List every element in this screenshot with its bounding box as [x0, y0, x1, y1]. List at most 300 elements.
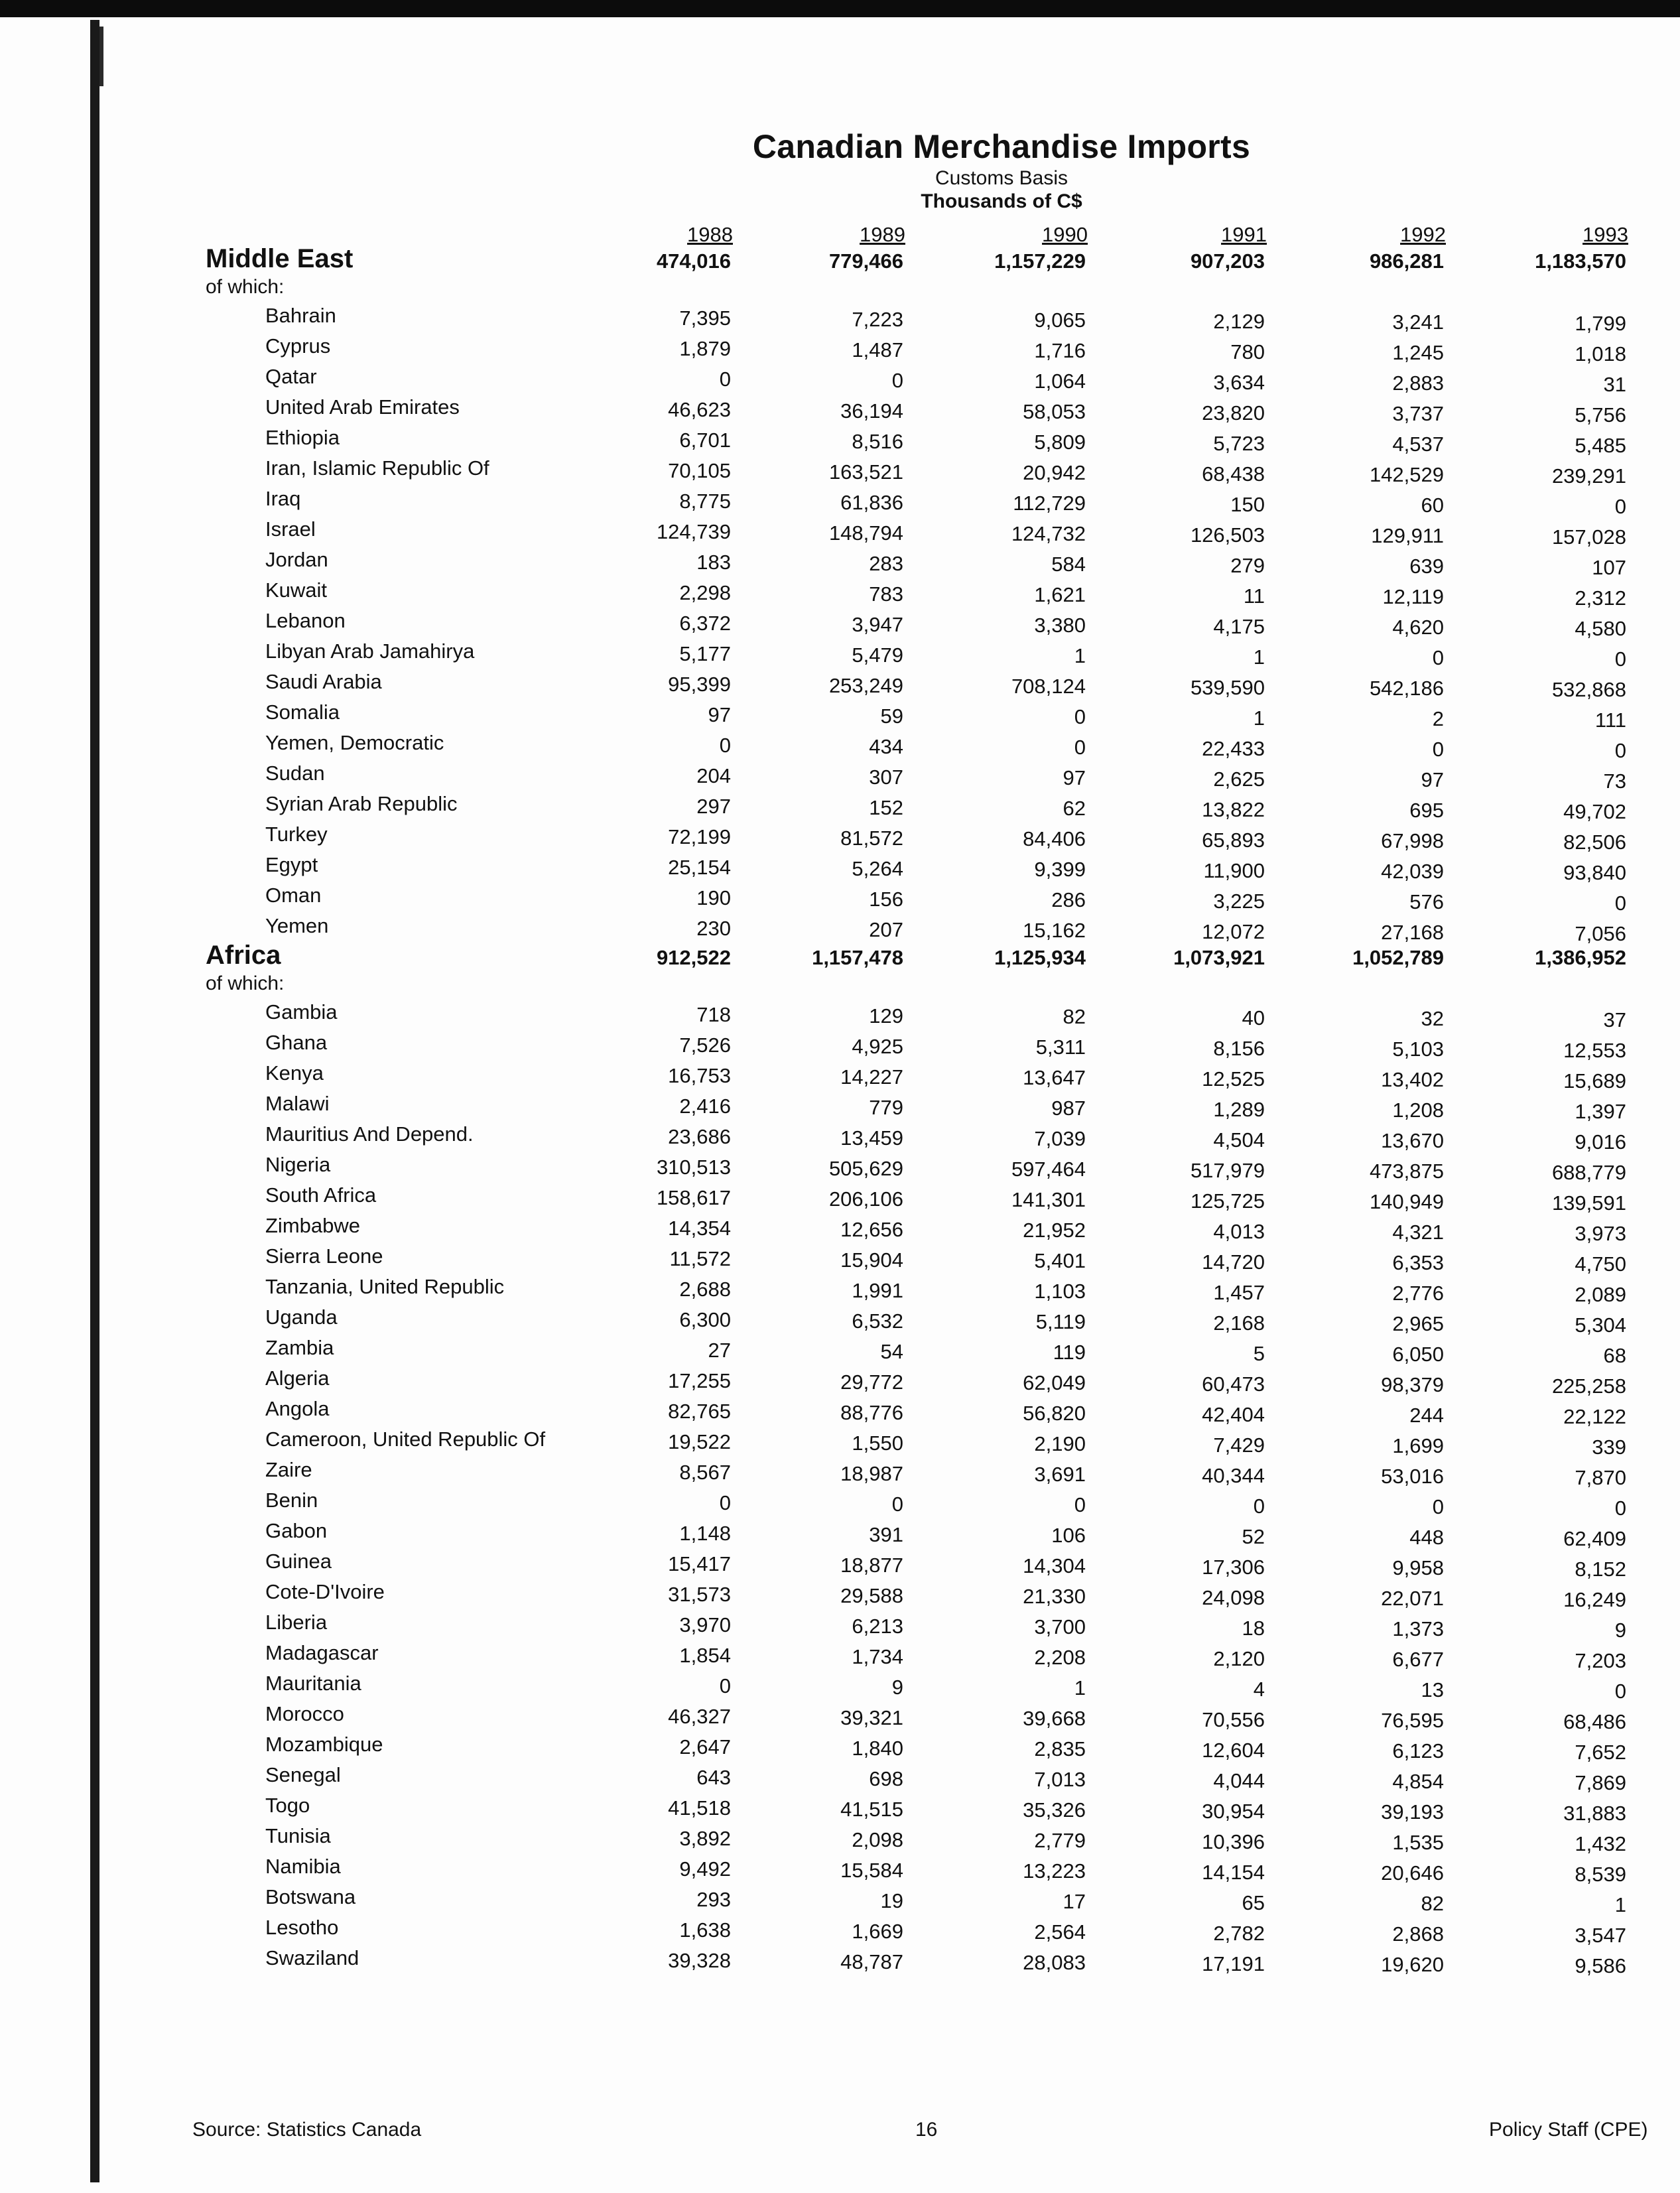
country-name: Sudan — [265, 762, 325, 785]
table-row — [0, 1244, 1680, 1275]
value-1993: 5,485 — [1575, 433, 1626, 457]
value-1989: 1,487 — [852, 338, 903, 362]
value-1992: 2,883 — [1392, 371, 1444, 395]
year-header-1991: 1991 — [1221, 223, 1267, 246]
value-1992: 473,875 — [1369, 1160, 1444, 1183]
country-name: Zambia — [265, 1336, 334, 1359]
value-1990: 112,729 — [1013, 492, 1086, 515]
value-1989: 1,734 — [852, 1644, 903, 1668]
value-1988: 6,372 — [679, 612, 731, 635]
value-1992: 3,737 — [1392, 402, 1444, 425]
value-1990: 1 — [1074, 1676, 1086, 1699]
value-1993: 1,018 — [1575, 342, 1626, 366]
value-1992: 142,529 — [1369, 463, 1444, 486]
value-1993: 9,016 — [1575, 1130, 1626, 1154]
value-1990: 5,809 — [1034, 431, 1086, 454]
region-total-1990: 1,125,934 — [994, 946, 1086, 969]
value-1992: 19,620 — [1381, 1953, 1444, 1976]
value-1991: 2,782 — [1213, 1921, 1265, 1945]
country-name: Togo — [265, 1794, 310, 1817]
value-1989: 41,515 — [840, 1797, 903, 1821]
table-row — [0, 1489, 1680, 1519]
value-1991: 5 — [1253, 1341, 1265, 1365]
value-1993: 31 — [1603, 372, 1626, 396]
table-row — [0, 334, 1680, 365]
value-1990: 9,065 — [1034, 308, 1086, 332]
value-1991: 2,129 — [1213, 309, 1265, 333]
value-1989: 206,106 — [828, 1187, 903, 1211]
value-1991: 60,473 — [1202, 1372, 1265, 1396]
country-name: Sierra Leone — [265, 1244, 383, 1268]
value-1989: 0 — [891, 1492, 903, 1516]
value-1991: 3,634 — [1213, 370, 1265, 394]
value-1989: 9 — [891, 1675, 903, 1699]
value-1990: 119 — [1053, 1341, 1086, 1364]
value-1990: 5,311 — [1035, 1035, 1086, 1059]
value-1993: 0 — [1614, 647, 1626, 671]
value-1991: 517,979 — [1190, 1158, 1265, 1182]
value-1989: 6,532 — [852, 1309, 903, 1333]
value-1991: 11,900 — [1203, 858, 1265, 882]
page-subtitle: Customs Basis — [935, 167, 1068, 189]
value-1991: 8,156 — [1213, 1036, 1265, 1060]
table-row — [0, 1672, 1680, 1702]
value-1993: 7,870 — [1575, 1465, 1626, 1489]
value-1989: 505,629 — [828, 1156, 903, 1180]
country-name: Kenya — [265, 1061, 324, 1085]
value-1991: 150 — [1230, 492, 1265, 516]
value-1990: 5,401 — [1034, 1249, 1086, 1272]
value-1988: 1,148 — [679, 1522, 731, 1545]
year-header-1990: 1990 — [1042, 223, 1088, 246]
value-1993: 2,312 — [1575, 586, 1626, 610]
value-1989: 7,223 — [852, 307, 903, 331]
value-1988: 7,395 — [679, 306, 731, 330]
country-name: Madagascar — [265, 1641, 379, 1664]
value-1988: 2,688 — [679, 1278, 731, 1301]
value-1988: 17,255 — [668, 1369, 731, 1392]
value-1993: 0 — [1614, 494, 1626, 518]
value-1989: 779 — [869, 1095, 903, 1119]
value-1988: 0 — [719, 1674, 731, 1697]
value-1993: 9,586 — [1575, 1954, 1626, 1977]
table-row — [0, 853, 1680, 884]
value-1989: 307 — [869, 765, 903, 789]
value-1993: 73 — [1603, 769, 1626, 793]
value-1988: 6,701 — [679, 429, 731, 452]
table-row — [0, 1397, 1680, 1428]
value-1990: 1 — [1074, 644, 1086, 667]
country-name: Kuwait — [265, 578, 328, 602]
value-1993: 1,432 — [1575, 1831, 1626, 1855]
value-1988: 1,638 — [679, 1918, 731, 1942]
value-1993: 68 — [1603, 1343, 1626, 1367]
value-1991: 1,457 — [1213, 1280, 1265, 1304]
value-1990: 21,330 — [1023, 1585, 1086, 1608]
country-name: Nigeria — [265, 1153, 331, 1176]
country-name: Swaziland — [265, 1946, 359, 1969]
table-row — [0, 1183, 1680, 1214]
value-1991: 1 — [1253, 706, 1265, 730]
value-1990: 2,835 — [1034, 1737, 1086, 1761]
value-1989: 5,479 — [852, 643, 903, 667]
country-name: Lebanon — [265, 609, 346, 632]
country-name: Bahrain — [265, 304, 336, 327]
of-which-label: of which: — [206, 972, 285, 994]
value-1991: 10,396 — [1202, 1829, 1265, 1853]
value-1989: 129 — [869, 1004, 903, 1028]
value-1992: 448 — [1409, 1526, 1444, 1549]
value-1991: 126,503 — [1190, 523, 1265, 547]
country-name: Tunisia — [265, 1824, 331, 1847]
value-1992: 9,958 — [1392, 1556, 1444, 1579]
value-1992: 3,241 — [1392, 310, 1444, 334]
value-1992: 13,402 — [1381, 1068, 1444, 1091]
value-1990: 3,700 — [1034, 1615, 1086, 1638]
value-1988: 230 — [696, 917, 731, 940]
page-title: Canadian Merchandise Imports — [752, 128, 1251, 165]
value-1993: 339 — [1592, 1435, 1626, 1459]
region-total-1993: 1,386,952 — [1535, 946, 1626, 969]
value-1988: 70,105 — [668, 459, 731, 482]
value-1993: 1,397 — [1575, 1099, 1626, 1123]
value-1988: 297 — [696, 795, 731, 818]
table-row — [0, 1519, 1680, 1550]
country-name: Israel — [265, 517, 316, 541]
table-row — [0, 1946, 1680, 1977]
value-1989: 88,776 — [840, 1400, 903, 1424]
value-1988: 8,775 — [679, 490, 731, 513]
value-1989: 8,516 — [852, 429, 903, 453]
value-1992: 13,670 — [1381, 1129, 1444, 1152]
value-1993: 68,486 — [1563, 1709, 1626, 1733]
value-1989: 1,669 — [852, 1919, 903, 1943]
value-1988: 46,623 — [668, 398, 731, 421]
table-row — [0, 1366, 1680, 1397]
value-1992: 1,535 — [1392, 1831, 1444, 1854]
value-1991: 52 — [1242, 1524, 1265, 1548]
value-1988: 3,970 — [679, 1613, 731, 1636]
value-1992: 1,208 — [1392, 1098, 1444, 1122]
year-header-1992: 1992 — [1400, 223, 1446, 246]
of-which-label: of which: — [206, 276, 285, 298]
value-1988: 190 — [696, 886, 731, 909]
value-1992: 60 — [1421, 494, 1444, 517]
value-1992: 39,193 — [1381, 1800, 1444, 1824]
value-1991: 23,820 — [1202, 401, 1265, 425]
value-1990: 28,083 — [1023, 1951, 1086, 1974]
value-1993: 5,756 — [1575, 403, 1626, 427]
value-1989: 283 — [869, 551, 903, 575]
value-1988: 97 — [708, 703, 731, 726]
value-1991: 65 — [1242, 1891, 1265, 1914]
value-1990: 62 — [1063, 797, 1086, 820]
value-1990: 0 — [1074, 1493, 1086, 1516]
value-1992: 4,537 — [1392, 432, 1444, 456]
country-name: Zimbabwe — [265, 1214, 360, 1237]
table-row — [0, 1031, 1680, 1061]
value-1991: 17,306 — [1202, 1555, 1265, 1579]
value-1993: 225,258 — [1551, 1374, 1626, 1398]
country-name: Ghana — [265, 1031, 328, 1054]
value-1988: 718 — [696, 1003, 731, 1026]
value-1992: 4,620 — [1392, 616, 1444, 639]
value-1992: 4,854 — [1392, 1770, 1444, 1793]
value-1990: 13,647 — [1023, 1066, 1086, 1089]
value-1993: 12,553 — [1563, 1038, 1626, 1062]
value-1992: 1,699 — [1392, 1434, 1444, 1457]
value-1989: 783 — [869, 582, 903, 606]
value-1990: 9,399 — [1034, 858, 1086, 881]
country-name: Libyan Arab Jamahirya — [265, 639, 475, 663]
country-name: Liberia — [265, 1611, 328, 1634]
value-1990: 987 — [1051, 1096, 1086, 1120]
value-1988: 25,154 — [668, 856, 731, 879]
value-1988: 6,300 — [679, 1308, 731, 1331]
value-1991: 4,504 — [1213, 1128, 1265, 1152]
value-1993: 1 — [1614, 1893, 1626, 1916]
value-1989: 0 — [891, 368, 903, 392]
value-1989: 19 — [880, 1889, 903, 1912]
value-1991: 5,723 — [1213, 431, 1265, 455]
country-name: Algeria — [265, 1366, 330, 1390]
value-1993: 3,547 — [1575, 1923, 1626, 1947]
value-1988: 15,417 — [668, 1552, 731, 1575]
value-1991: 11 — [1243, 584, 1265, 608]
units-label: Thousands of C$ — [921, 190, 1082, 212]
value-1989: 163,521 — [828, 460, 903, 484]
value-1988: 7,526 — [679, 1033, 731, 1057]
table-row — [0, 670, 1680, 700]
country-name: Gabon — [265, 1519, 328, 1542]
value-1991: 539,590 — [1190, 675, 1265, 699]
country-name: Jordan — [265, 548, 328, 571]
value-1993: 8,152 — [1575, 1557, 1626, 1581]
value-1990: 15,162 — [1023, 919, 1086, 942]
value-1990: 58,053 — [1023, 400, 1086, 423]
value-1992: 2,776 — [1392, 1282, 1444, 1305]
value-1992: 82 — [1421, 1892, 1444, 1915]
value-1989: 1,550 — [852, 1431, 903, 1455]
country-name: Zaire — [265, 1458, 312, 1481]
value-1992: 695 — [1409, 799, 1444, 822]
value-1991: 780 — [1230, 340, 1265, 364]
country-name: Somalia — [265, 700, 340, 724]
value-1992: 42,039 — [1381, 860, 1444, 883]
value-1993: 111 — [1594, 708, 1626, 732]
country-name: Qatar — [265, 365, 317, 388]
country-name: Syrian Arab Republic — [265, 792, 458, 815]
table-row — [0, 792, 1680, 823]
value-1990: 2,190 — [1034, 1432, 1086, 1455]
value-1989: 3,947 — [852, 612, 903, 636]
value-1990: 106 — [1051, 1524, 1086, 1547]
value-1989: 434 — [869, 734, 903, 758]
value-1992: 98,379 — [1381, 1373, 1444, 1396]
value-1990: 39,668 — [1023, 1707, 1086, 1730]
country-name: Cote-D'Ivoire — [265, 1580, 385, 1603]
country-name: Turkey — [265, 823, 328, 846]
table-row — [0, 1153, 1680, 1183]
country-name: Iran, Islamic Republic Of — [265, 456, 489, 480]
value-1988: 14,354 — [668, 1217, 731, 1240]
table-row — [0, 700, 1680, 731]
table-row — [0, 1855, 1680, 1885]
year-header-1989: 1989 — [860, 223, 905, 246]
value-1993: 0 — [1614, 738, 1626, 762]
value-1988: 158,617 — [656, 1186, 731, 1209]
value-1993: 7,652 — [1575, 1740, 1626, 1764]
value-1992: 140,949 — [1369, 1190, 1444, 1213]
value-1993: 7,056 — [1575, 921, 1626, 945]
value-1990: 84,406 — [1023, 827, 1086, 850]
value-1989: 15,904 — [840, 1248, 903, 1272]
footer-credit: Policy Staff (CPE) — [1489, 2119, 1648, 2141]
value-1990: 21,952 — [1023, 1219, 1086, 1242]
value-1992: 67,998 — [1381, 829, 1444, 852]
value-1991: 4,013 — [1213, 1219, 1265, 1243]
value-1990: 13,223 — [1023, 1859, 1086, 1883]
value-1992: 244 — [1409, 1404, 1444, 1427]
value-1991: 0 — [1253, 1494, 1265, 1518]
page-number: 16 — [915, 2119, 938, 2141]
region-name: Africa — [206, 941, 281, 970]
table-row — [0, 884, 1680, 914]
region-total-1991: 907,203 — [1190, 249, 1265, 273]
value-1988: 1,879 — [679, 337, 731, 360]
region-total-1992: 986,281 — [1369, 249, 1444, 273]
value-1988: 39,328 — [668, 1949, 731, 1972]
table-row — [0, 304, 1680, 334]
value-1993: 139,591 — [1551, 1191, 1626, 1215]
value-1992: 542,186 — [1369, 677, 1444, 700]
value-1989: 59 — [880, 704, 903, 728]
value-1991: 42,404 — [1202, 1402, 1265, 1426]
value-1988: 2,298 — [679, 581, 731, 604]
value-1992: 13 — [1421, 1678, 1444, 1701]
value-1988: 204 — [696, 764, 731, 787]
value-1991: 12,072 — [1202, 919, 1265, 943]
value-1993: 0 — [1614, 891, 1626, 915]
table-row — [0, 1336, 1680, 1366]
value-1993: 8,539 — [1575, 1862, 1626, 1886]
value-1992: 97 — [1421, 768, 1444, 791]
value-1989: 1,991 — [852, 1278, 903, 1302]
scan-top-edge — [0, 0, 1680, 17]
value-1990: 3,380 — [1034, 614, 1086, 637]
region-total-1990: 1,157,229 — [994, 249, 1086, 273]
table-row — [0, 1458, 1680, 1489]
country-name: Saudi Arabia — [265, 670, 382, 693]
value-1989: 61,836 — [840, 490, 903, 514]
value-1992: 27,168 — [1381, 921, 1444, 944]
country-name: Ethiopia — [265, 426, 340, 449]
country-name: Namibia — [265, 1855, 341, 1878]
value-1992: 2 — [1432, 707, 1444, 730]
table-row — [0, 1824, 1680, 1855]
value-1989: 156 — [869, 887, 903, 911]
value-1993: 688,779 — [1551, 1160, 1626, 1184]
value-1991: 13,822 — [1202, 797, 1265, 821]
value-1992: 0 — [1432, 646, 1444, 669]
table-row — [0, 1763, 1680, 1794]
year-header-1993: 1993 — [1583, 223, 1628, 246]
value-1990: 20,942 — [1023, 461, 1086, 484]
value-1988: 124,739 — [656, 520, 731, 543]
country-name: Benin — [265, 1489, 318, 1512]
value-1992: 6,353 — [1392, 1251, 1444, 1274]
value-1991: 12,525 — [1202, 1067, 1265, 1091]
value-1992: 5,103 — [1392, 1037, 1444, 1061]
country-name: South Africa — [265, 1183, 377, 1207]
value-1989: 207 — [869, 917, 903, 941]
value-1989: 1,840 — [852, 1736, 903, 1760]
table-row — [0, 548, 1680, 578]
table-row — [0, 487, 1680, 517]
value-1993: 2,089 — [1575, 1282, 1626, 1306]
value-1989: 14,227 — [840, 1065, 903, 1089]
value-1990: 1,103 — [1034, 1280, 1086, 1303]
value-1991: 24,098 — [1202, 1585, 1265, 1609]
value-1992: 76,595 — [1381, 1709, 1444, 1732]
value-1991: 22,433 — [1202, 736, 1265, 760]
value-1988: 46,327 — [668, 1705, 731, 1728]
table-row — [0, 1000, 1680, 1031]
value-1988: 1,854 — [679, 1644, 731, 1667]
value-1990: 56,820 — [1023, 1402, 1086, 1425]
value-1991: 1,289 — [1213, 1097, 1265, 1121]
value-1989: 698 — [869, 1766, 903, 1790]
country-name: United Arab Emirates — [265, 395, 460, 419]
value-1993: 4,580 — [1575, 616, 1626, 640]
value-1990: 286 — [1051, 888, 1086, 911]
country-name: Uganda — [265, 1305, 338, 1329]
value-1990: 141,301 — [1011, 1188, 1086, 1211]
value-1989: 12,656 — [840, 1217, 903, 1241]
value-1990: 0 — [1074, 705, 1086, 728]
value-1990: 7,039 — [1034, 1127, 1086, 1150]
table-row — [0, 609, 1680, 639]
country-name: Yemen, Democratic — [265, 731, 444, 754]
value-1991: 2,625 — [1213, 767, 1265, 791]
value-1988: 310,513 — [656, 1156, 731, 1179]
country-name: Tanzania, United Republic — [265, 1275, 505, 1298]
value-1988: 8,567 — [679, 1461, 731, 1484]
value-1989: 391 — [869, 1522, 903, 1546]
country-name: Mauritania — [265, 1672, 361, 1695]
value-1991: 3,225 — [1213, 889, 1265, 913]
value-1993: 16,249 — [1563, 1587, 1626, 1611]
table-row — [0, 1916, 1680, 1946]
table-row — [0, 365, 1680, 395]
value-1989: 5,264 — [852, 856, 903, 880]
value-1991: 279 — [1230, 553, 1265, 577]
value-1991: 14,154 — [1202, 1860, 1265, 1884]
value-1990: 124,732 — [1011, 522, 1086, 545]
value-1988: 9,492 — [679, 1857, 731, 1881]
value-1993: 3,973 — [1575, 1221, 1626, 1245]
value-1989: 2,098 — [852, 1828, 903, 1851]
value-1988: 27 — [708, 1339, 731, 1362]
value-1989: 36,194 — [840, 399, 903, 423]
value-1989: 29,588 — [840, 1583, 903, 1607]
country-name: Egypt — [265, 853, 318, 876]
value-1988: 72,199 — [668, 825, 731, 848]
value-1993: 239,291 — [1551, 464, 1626, 488]
value-1989: 18,987 — [840, 1461, 903, 1485]
value-1988: 23,686 — [668, 1125, 731, 1148]
table-row — [0, 456, 1680, 487]
